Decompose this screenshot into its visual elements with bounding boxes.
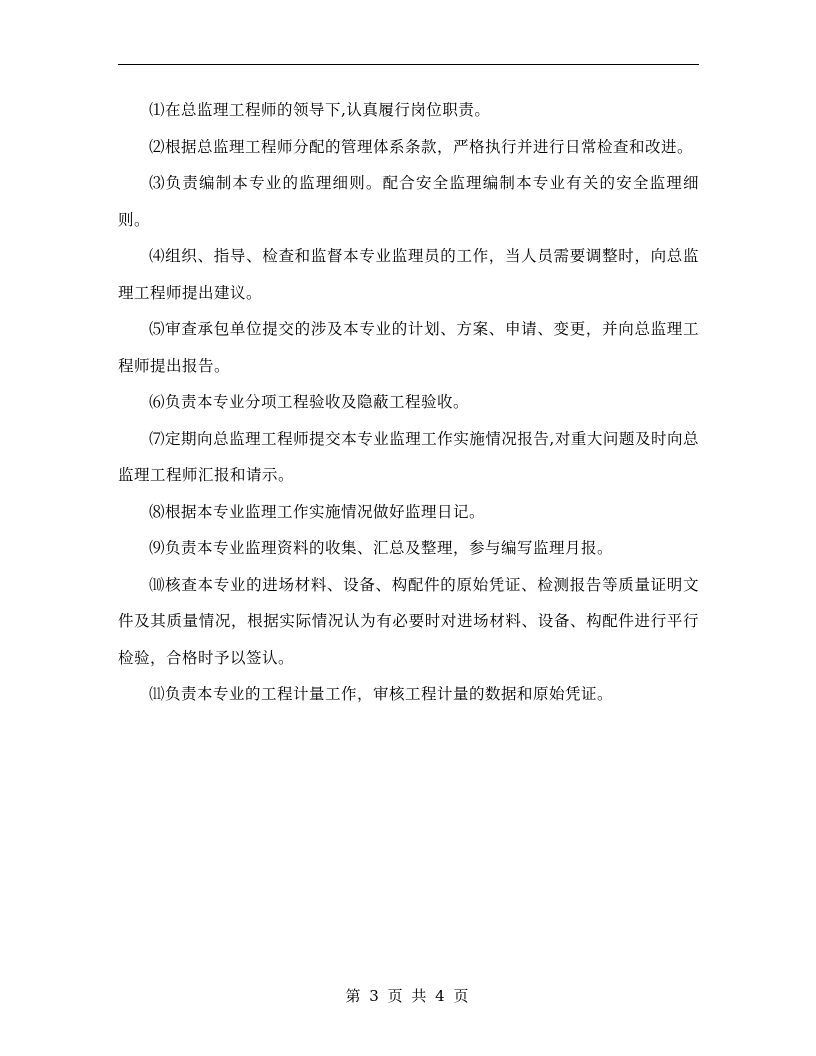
page-number-footer: 第 3 页 共 4 页: [345, 987, 471, 1005]
paragraph-2: ⑵根据总监理工程师分配的管理体系条款，严格执行并进行日常检查和改进。: [149, 137, 694, 156]
paragraph-7: ⑺定期向总监理工程师提交本专业监理工作实施情况报告,对重大问题及时向总监理工程师汇报和请示。: [118, 429, 699, 484]
paragraph-1: ⑴在总监理工程师的领导下,认真履行岗位职责。: [149, 101, 491, 119]
paragraph-3: ⑶负责编制本专业的监理细则。配合安全监理编制本专业有关的安全监理细则。: [118, 174, 699, 229]
paragraph-6: ⑹负责本专业分项工程验收及隐蔽工程验收。: [149, 393, 470, 411]
document-body: [118, 92, 699, 713]
paragraph-5: ⑸审查承包单位提交的涉及本专业的计划、方案、申请、变更，并向总监理工程师提出报告。: [118, 320, 699, 375]
paragraph-9: ⑼负责本专业监理资料的收集、汇总及整理，参与编写监理月报。: [149, 539, 614, 557]
paragraph-11: ⑾负责本专业的工程计量工作，审核工程计量的数据和原始凭证。: [149, 685, 614, 703]
header-rule: [118, 64, 699, 65]
paragraph-8: ⑻根据本专业监理工作实施情况做好监理日记。: [149, 502, 486, 521]
paragraph-10: ⑽核查本专业的进场材料、设备、构配件的原始凭证、检测报告等质量证明文件及其质量情况，根据实际情况认为有必要时对进场材料、设备、构配件进行平行检验，合格时予以签认。: [118, 575, 699, 667]
paragraph-4: ⑷组织、指导、检查和监督本专业监理员的工作，当人员需要调整时，向总监理工程师提出建议。: [118, 247, 699, 302]
